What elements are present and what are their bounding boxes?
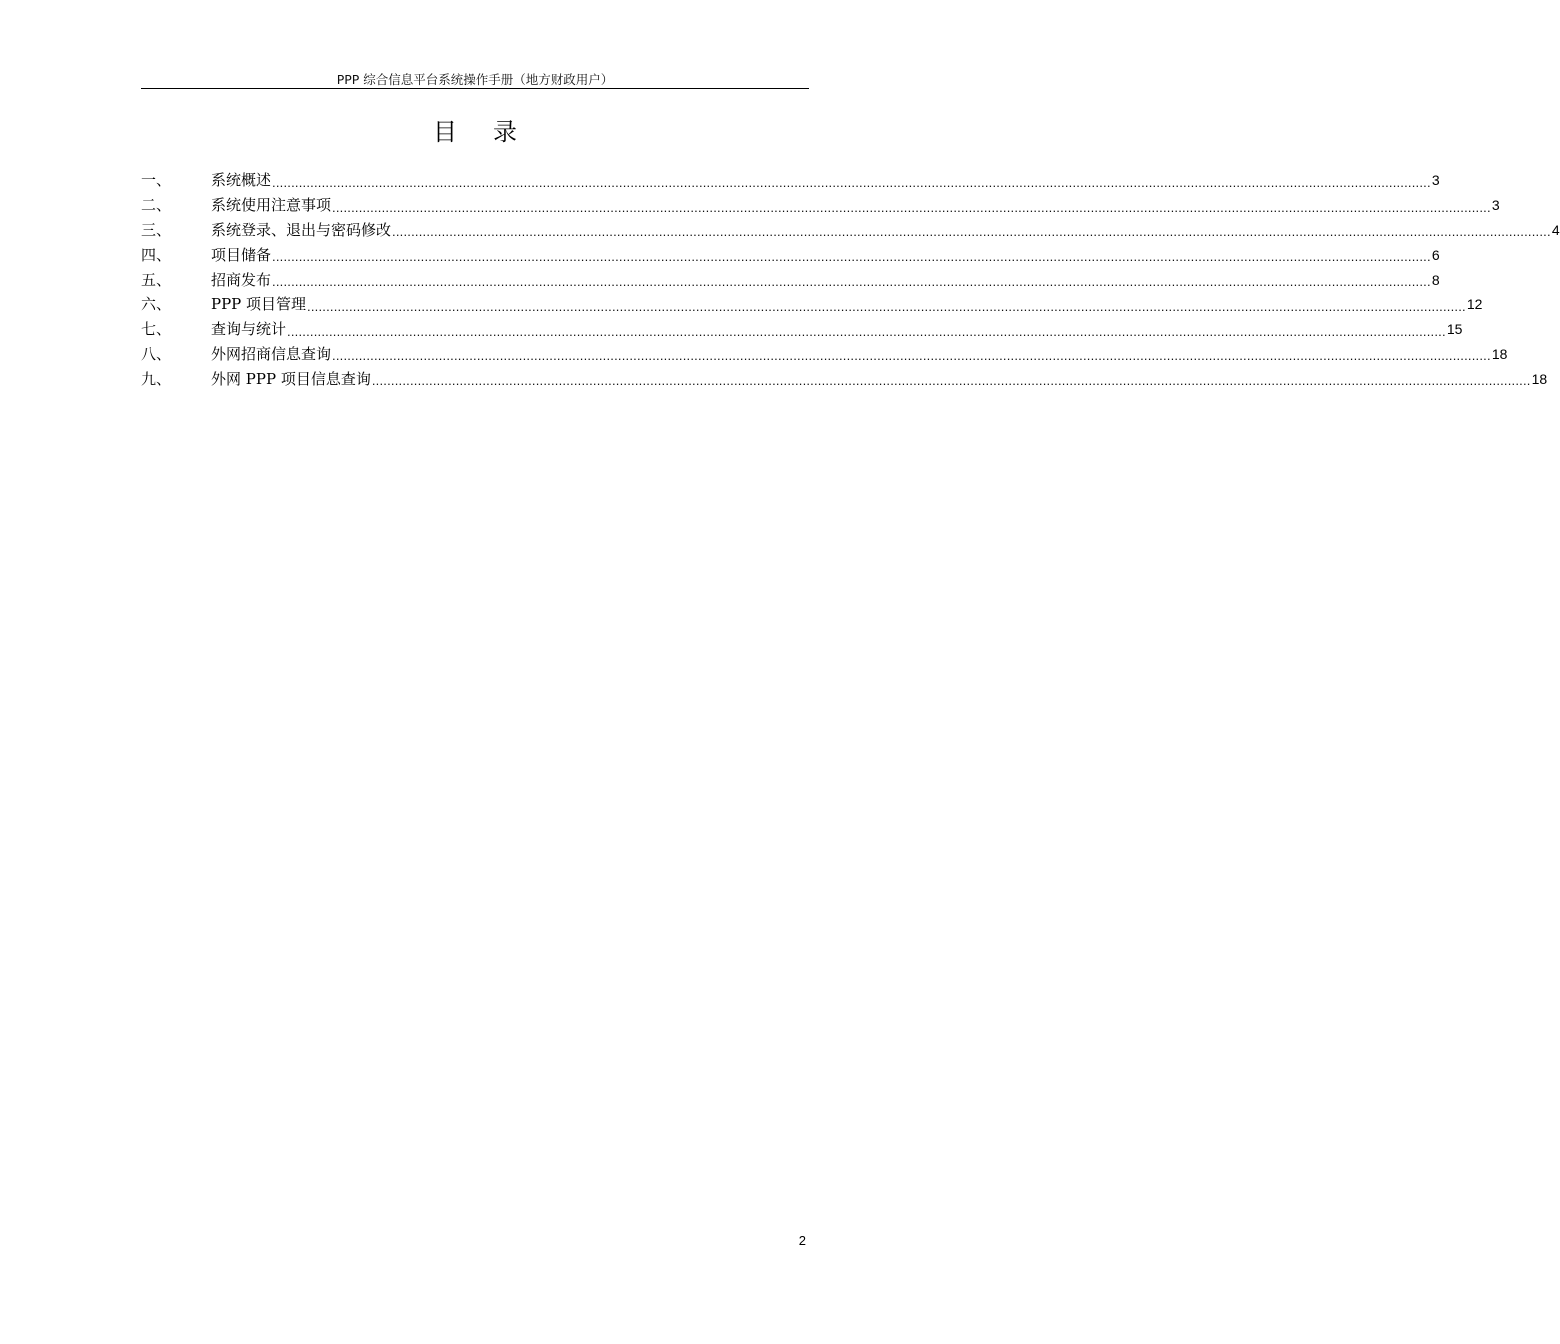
page-number: 2 xyxy=(798,1233,806,1248)
toc-entry-label: 招商发布 xyxy=(211,270,272,289)
toc-entry-number: 六、 xyxy=(141,295,172,314)
toc-dot-leader: ................................................................................................................................................................................................................................................................................................................ xyxy=(332,199,1491,215)
toc-entry[interactable] xyxy=(141,342,1508,367)
toc-dot-leader: ................................................................................................................................................................................................................................................................................................................ xyxy=(272,249,1431,265)
toc-entry[interactable] xyxy=(141,366,1548,391)
toc-entry[interactable] xyxy=(141,218,1560,243)
toc-entry[interactable] xyxy=(141,292,1483,317)
toc-entry[interactable] xyxy=(141,193,1500,218)
toc-entry-page: 6 xyxy=(1431,246,1440,263)
toc-dot-leader: ................................................................................................................................................................................................................................................................................................................ xyxy=(332,348,1491,364)
toc-entry-label: 系统使用注意事项 xyxy=(211,196,332,215)
toc-dot-leader: ................................................................................................................................................................................................................................................................................................................ xyxy=(287,323,1446,339)
toc-entry-number: 九、 xyxy=(141,369,172,388)
toc-dot-leader: ................................................................................................................................................................................................................................................................................................................ xyxy=(272,273,1431,289)
toc-entry-label: 查询与统计 xyxy=(211,320,287,339)
toc-entry-page: 18 xyxy=(1491,345,1508,362)
toc-entry-label: PPP 项目管理 xyxy=(211,295,307,314)
toc-entry-page: 8 xyxy=(1431,271,1440,288)
toc-entry[interactable] xyxy=(141,168,1440,193)
toc-entry-page: 15 xyxy=(1446,321,1463,338)
toc-entry-number: 五、 xyxy=(141,270,172,289)
toc-list xyxy=(141,168,1560,391)
toc-entry-label: 系统登录、退出与密码修改 xyxy=(211,220,392,239)
toc-entry-page: 3 xyxy=(1431,172,1440,189)
toc-entry-number: 八、 xyxy=(141,344,172,363)
toc-dot-leader: ................................................................................................................................................................................................................................................................................................................ xyxy=(392,224,1551,240)
toc-entry-number: 三、 xyxy=(141,220,172,239)
toc-entry-page: 18 xyxy=(1531,370,1548,387)
toc-entry-label: 外网 PPP 项目信息查询 xyxy=(211,369,371,388)
toc-entry-label: 外网招商信息查询 xyxy=(211,344,332,363)
toc-dot-leader: ................................................................................................................................................................................................................................................................................................................ xyxy=(307,298,1466,314)
toc-entry-label: 项目储备 xyxy=(211,245,272,264)
toc-dot-leader: ................................................................................................................................................................................................................................................................................................................ xyxy=(272,174,1431,190)
toc-entry-page: 12 xyxy=(1466,296,1483,313)
toc-dot-leader: ................................................................................................................................................................................................................................................................................................................ xyxy=(371,373,1531,389)
header-rule xyxy=(141,88,809,89)
running-header: PPP 综合信息平台系统操作手册（地方财政用户） xyxy=(336,72,614,87)
toc-entry[interactable] xyxy=(141,242,1440,267)
toc-entry-number: 七、 xyxy=(141,320,172,339)
toc-entry-number: 四、 xyxy=(141,245,172,264)
toc-entry[interactable] xyxy=(141,267,1440,292)
toc-entry-page: 3 xyxy=(1491,197,1500,214)
toc-entry-number: 一、 xyxy=(141,171,172,190)
toc-entry[interactable] xyxy=(141,317,1463,342)
toc-entry-label: 系统概述 xyxy=(211,171,272,190)
toc-title: 目录 xyxy=(433,118,553,146)
toc-entry-number: 二、 xyxy=(141,196,172,215)
toc-entry-page: 4 xyxy=(1551,221,1560,238)
